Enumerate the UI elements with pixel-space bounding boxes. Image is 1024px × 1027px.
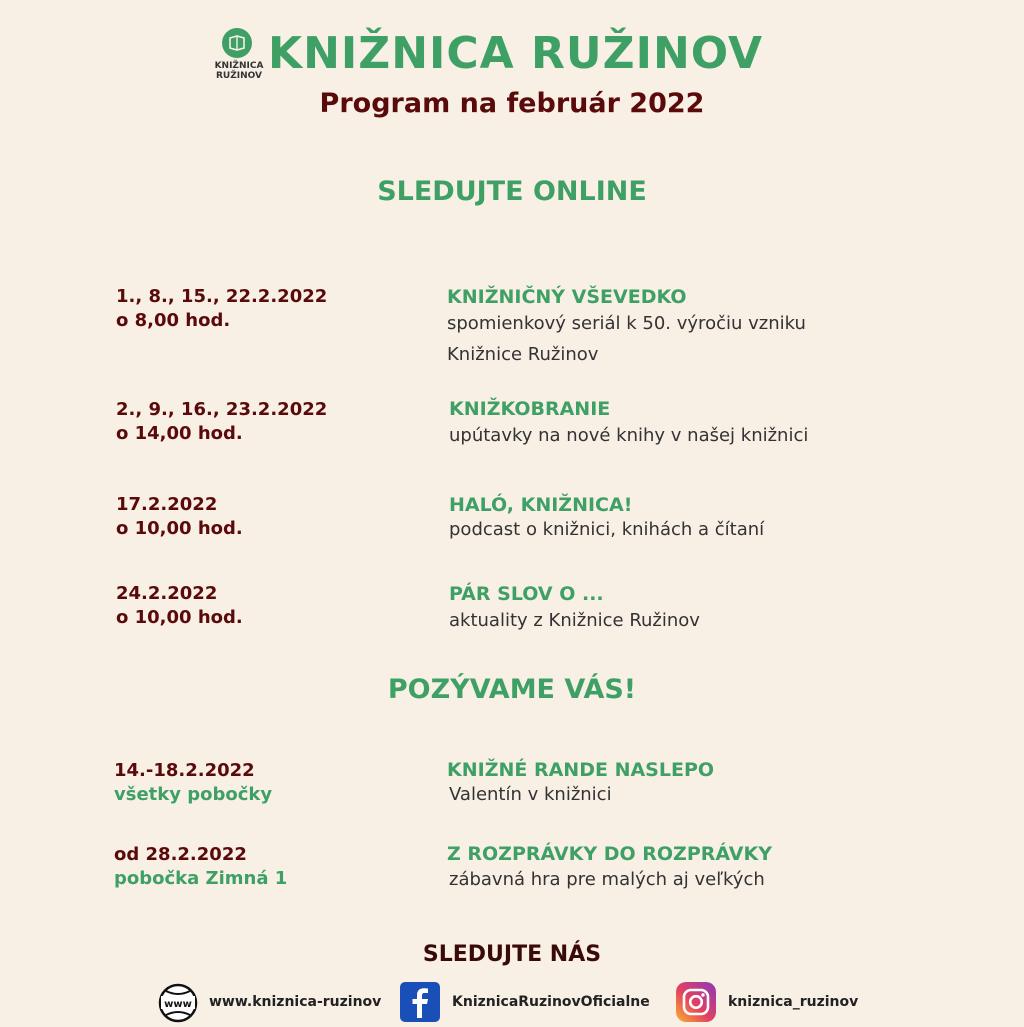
event-description: aktuality z Knižnice Ružinov — [449, 610, 700, 631]
section-title-invite: POZÝVAME VÁS! — [387, 674, 637, 705]
facebook-link[interactable]: KniznicaRuzinovOficialne — [452, 994, 650, 1010]
event-title: KNIŽNÉ RANDE NASLEPO — [447, 759, 715, 781]
website-link[interactable]: www.kniznica-ruzinov — [209, 994, 382, 1010]
www-icon-text: www — [164, 999, 192, 1010]
logo-text-line2: RUŽINOV — [215, 71, 263, 81]
event-title: PÁR SLOV O ... — [449, 583, 604, 605]
event-date: 17.2.2022 — [116, 494, 218, 515]
event-description: zábavná hra pre malých aj veľkých — [449, 869, 765, 890]
event-date: 1., 8., 15., 22.2.2022 — [116, 286, 328, 307]
instagram-link[interactable]: kniznica_ruzinov — [728, 994, 859, 1010]
event-place: pobočka Zimná 1 — [114, 868, 288, 889]
page-subtitle: Program na február 2022 — [319, 88, 705, 119]
follow-us-title: SLEDUJTE NÁS — [422, 942, 602, 967]
event-date: od 28.2.2022 — [114, 844, 247, 865]
event-time: o 8,00 hod. — [116, 310, 231, 331]
book-icon — [222, 28, 252, 58]
logo-text-line1: KNIŽNICA — [214, 61, 264, 71]
event-time: o 10,00 hod. — [116, 518, 243, 539]
event-date: 24.2.2022 — [116, 583, 218, 604]
event-title: HALÓ, KNIŽNICA! — [449, 494, 633, 516]
library-logo — [212, 28, 266, 88]
event-description: podcast o knižnici, knihách a čítaní — [449, 519, 765, 540]
event-title: KNIŽKOBRANIE — [449, 398, 611, 420]
event-title: KNIŽNIČNÝ VŠEVEDKO — [447, 286, 687, 308]
globe-icon[interactable] — [158, 983, 198, 1023]
instagram-icon[interactable] — [676, 982, 716, 1022]
facebook-icon[interactable] — [400, 982, 440, 1022]
section-title-online: SLEDUJTE ONLINE — [377, 176, 647, 207]
event-time: o 10,00 hod. — [116, 607, 243, 628]
event-title: Z ROZPRÁVKY DO ROZPRÁVKY — [447, 843, 772, 865]
event-description: Valentín v knižnici — [449, 784, 612, 805]
brand-title: KNIŽNICA RUŽINOV — [268, 28, 764, 79]
event-date: 14.-18.2.2022 — [114, 760, 255, 781]
event-time: o 14,00 hod. — [116, 423, 243, 444]
event-date: 2., 9., 16., 23.2.2022 — [116, 399, 328, 420]
event-description: spomienkový seriál k 50. výročiu vzniku Knižnice Ružinov — [447, 313, 806, 365]
event-description: upútavky na nové knihy v našej knižnici — [449, 425, 809, 446]
event-place: všetky pobočky — [114, 784, 273, 805]
